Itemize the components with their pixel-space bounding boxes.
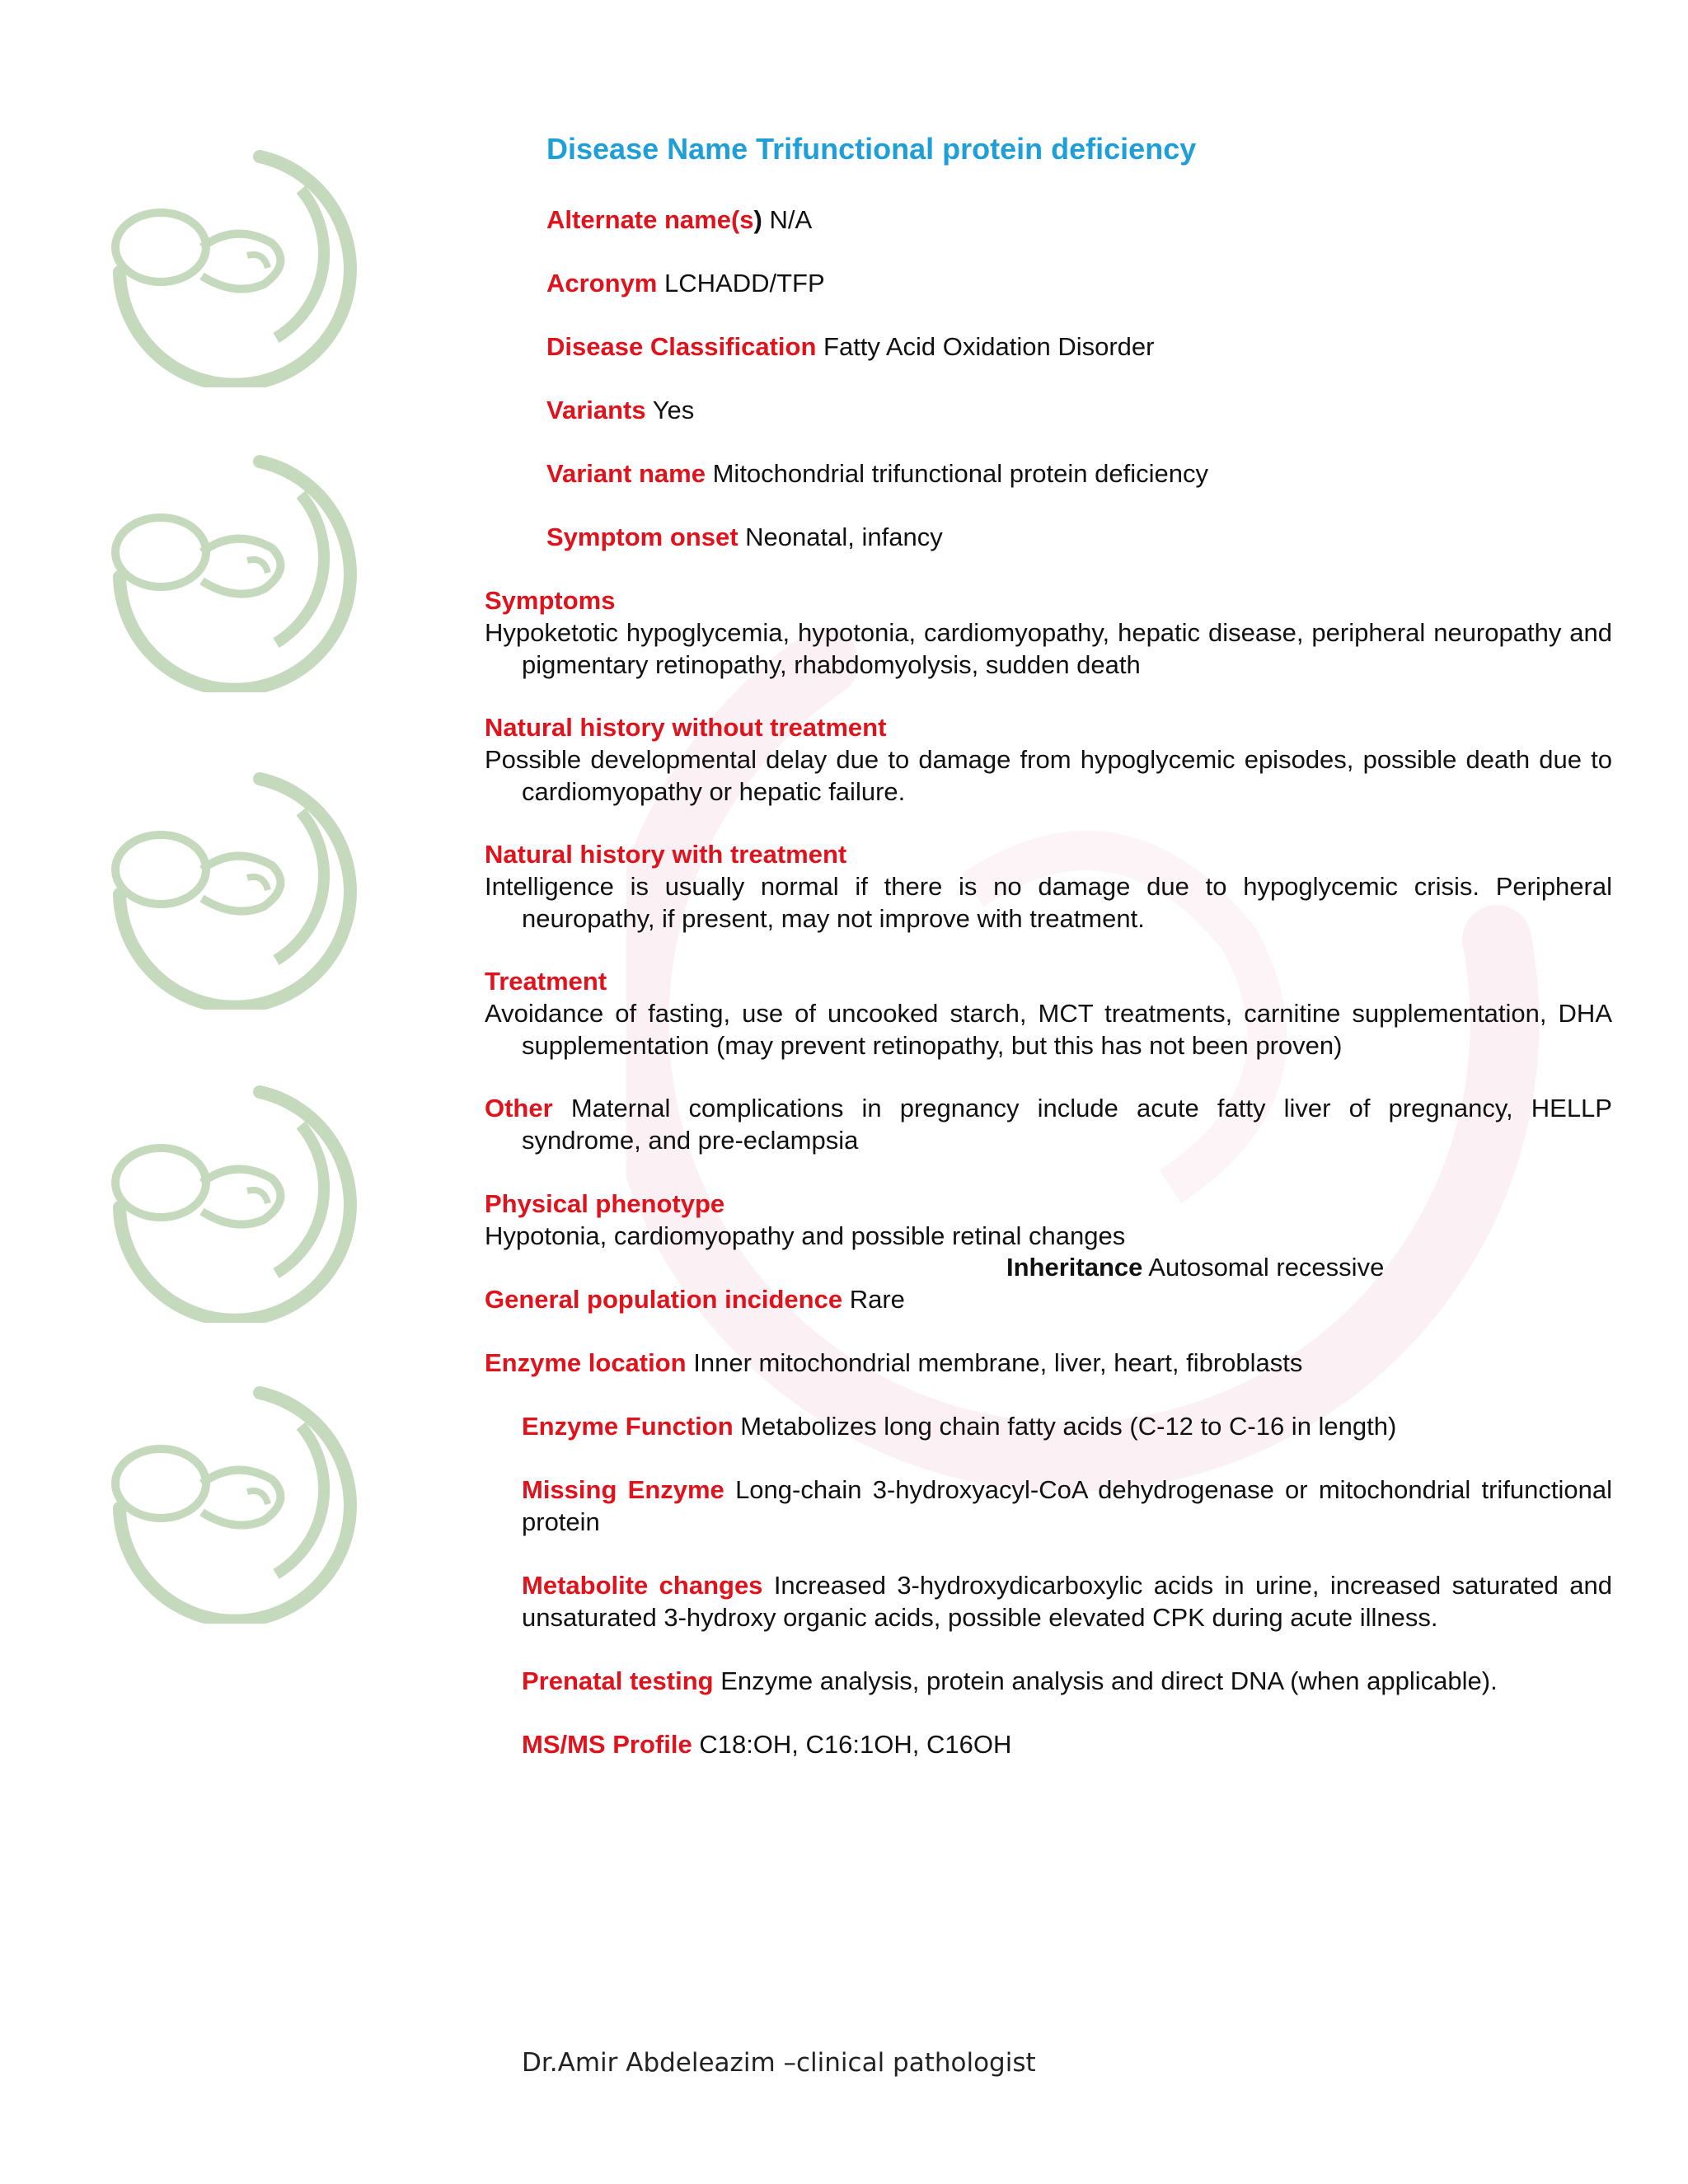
natural-history-without-section — [485, 711, 1612, 808]
alternate-name-label: Alternate name(s — [546, 205, 754, 234]
variant-name-label: Variant name — [546, 459, 706, 488]
incidence-label: General population incidence — [485, 1285, 843, 1314]
classification-label: Disease Classification — [546, 332, 817, 361]
baby-logo-icon — [87, 1376, 367, 1624]
variants-row — [546, 394, 694, 426]
phenotype-label: Physical phenotype — [485, 1189, 725, 1218]
natural-history-with-value: Intelligence is usually normal if there is no damage due to hypoglycemic crisis. Peripheral neuropathy, if present, may not improve with treatment. — [485, 872, 1612, 933]
natural-history-with-section — [485, 838, 1612, 935]
alternate-name-paren: ) — [753, 205, 762, 234]
natural-history-with-label: Natural history with treatment — [485, 840, 847, 869]
other-text — [485, 1092, 1612, 1156]
prenatal-label: Prenatal testing — [522, 1666, 714, 1695]
treatment-value: Avoidance of fasting, use of uncooked starch, MCT treatments, carnitine supplementation, DHA supplementation (may prevent retinopathy, but this has not been proven) — [485, 999, 1612, 1060]
inheritance-row — [1006, 1251, 1384, 1283]
msms-label: MS/MS Profile — [522, 1730, 692, 1759]
baby-logo-icon — [87, 762, 367, 1010]
metabolite-label: Metabolite changes — [522, 1571, 763, 1600]
inheritance-value: Autosomal recessive — [1148, 1253, 1385, 1282]
enzyme-location-value: Inner mitochondrial membrane, liver, heart, fibroblasts — [693, 1348, 1303, 1377]
variants-value: Yes — [652, 396, 695, 424]
inheritance-label: Inheritance — [1006, 1253, 1143, 1282]
natural-history-without-value: Possible developmental delay due to damage from hypoglycemic episodes, possible death due to cardiomyopathy or hepatic failure. — [485, 745, 1612, 806]
alternate-name-row — [546, 204, 812, 236]
msms-row — [522, 1728, 1011, 1760]
other-section — [485, 1092, 1612, 1156]
alternate-name-value: N/A — [769, 205, 813, 234]
missing-enzyme-label: Missing Enzyme — [522, 1475, 724, 1504]
phenotype-label-row — [485, 1188, 724, 1220]
metabolite-section — [522, 1569, 1612, 1633]
symptom-onset-label: Symptom onset — [546, 523, 738, 551]
enzyme-location-label: Enzyme location — [485, 1348, 687, 1377]
other-label: Other — [485, 1094, 553, 1122]
msms-value: C18:OH, C16:1OH, C16OH — [699, 1730, 1012, 1759]
incidence-value: Rare — [849, 1285, 905, 1314]
variants-label: Variants — [546, 396, 646, 424]
acronym-label: Acronym — [546, 269, 658, 298]
classification-row — [546, 330, 1154, 363]
classification-value: Fatty Acid Oxidation Disorder — [823, 332, 1155, 361]
enzyme-function-row — [522, 1410, 1396, 1442]
symptom-onset-value: Neonatal, infancy — [745, 523, 943, 551]
baby-logo-icon — [87, 140, 367, 387]
symptoms-value: Hypoketotic hypoglycemia, hypotonia, cardiomyopathy, hepatic disease, peripheral neuropathy and pigmentary retinopathy, rhabdomyolysis, sudden death — [485, 618, 1612, 679]
phenotype-value-row — [485, 1220, 1125, 1252]
acronym-row — [546, 267, 825, 299]
missing-enzyme-section — [522, 1474, 1612, 1538]
symptom-onset-row — [546, 521, 943, 553]
baby-logo-icon — [87, 445, 367, 692]
baby-logo-icon — [87, 1076, 367, 1323]
phenotype-value: Hypotonia, cardiomyopathy and possible retinal changes — [485, 1221, 1126, 1250]
enzyme-location-row — [485, 1347, 1302, 1379]
incidence-row — [485, 1283, 905, 1315]
enzyme-function-value: Metabolizes long chain fatty acids (C-12 to C-16 in length) — [740, 1412, 1397, 1441]
metabolite-value: Increased 3-hydroxydicarboxylic acids in urine, increased saturated and unsaturated 3-hydroxy organic acids, possible elevated CPK during acute illness. — [522, 1571, 1612, 1632]
treatment-section — [485, 965, 1612, 1062]
variant-name-row — [546, 457, 1208, 490]
natural-history-without-label: Natural history without treatment — [485, 713, 887, 742]
page-title: Disease Name Trifunctional protein deficiency — [546, 132, 1197, 166]
variant-name-value: Mitochondrial trifunctional protein deficiency — [712, 459, 1208, 488]
acronym-value: LCHADD/TFP — [664, 269, 825, 298]
footer-author: Dr.Amir Abdeleazim –clinical pathologist — [522, 2048, 1036, 2078]
symptoms-label: Symptoms — [485, 586, 616, 615]
symptoms-section — [485, 584, 1612, 681]
missing-enzyme-value: Long-chain 3-hydroxyacyl-CoA dehydrogenase or mitochondrial trifunctional protein — [522, 1475, 1612, 1536]
treatment-label: Treatment — [485, 967, 607, 996]
other-value: Maternal complications in pregnancy include acute fatty liver of pregnancy, HELLP syndrome, and pre-eclampsia — [522, 1094, 1612, 1155]
prenatal-value: Enzyme analysis, protein analysis and direct DNA (when applicable). — [720, 1666, 1498, 1695]
prenatal-row — [522, 1665, 1498, 1697]
enzyme-function-label: Enzyme Function — [522, 1412, 734, 1441]
